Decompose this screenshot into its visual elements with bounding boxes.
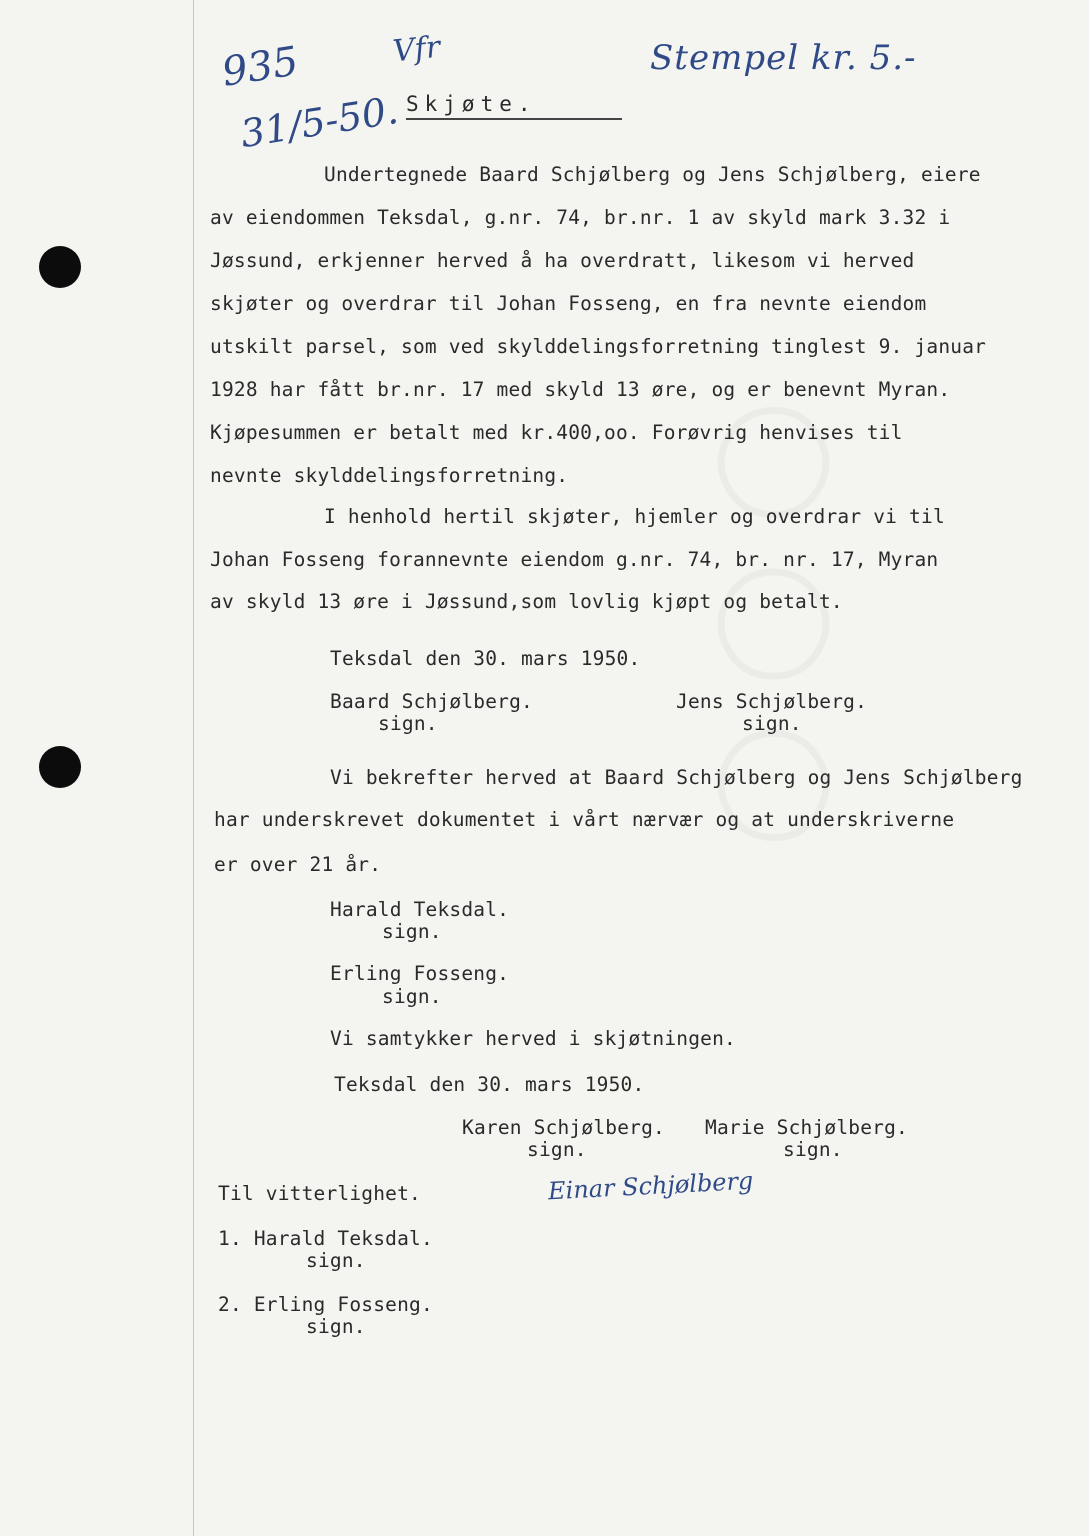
body-line: har underskrevet dokumentet i vårt nærvær og at underskriverne [214,808,955,831]
body-line: Vi samtykker herved i skjøtningen. [330,1027,736,1050]
punch-hole-middle [39,746,81,788]
handwritten-stamp-note: Stempel kr. 5.- [650,38,917,78]
sign-note: sign. [378,712,438,735]
body-line: av eiendommen Teksdal, g.nr. 74, br.nr. 1 av skyld mark 3.32 i [210,206,951,229]
body-line: av skyld 13 øre i Jøssund,som lovlig kjøpt og betalt. [210,590,843,613]
handwritten-initials: Vfr [391,29,442,70]
document-title: Skjøte. [406,92,537,116]
date-line: Teksdal den 30. mars 1950. [330,647,641,670]
witness-heading: Til vitterlighet. [218,1182,421,1205]
body-line: Kjøpesummen er betalt med kr.400,oo. Forøvrig henvises til [210,421,903,444]
handwritten-number: 935 [218,38,302,96]
signer-name: Marie Schjølberg. [705,1116,908,1139]
sign-note: sign. [783,1138,843,1161]
sign-note: sign. [742,712,802,735]
sign-note: sign. [306,1249,366,1272]
body-line: skjøter og overdrar til Johan Fosseng, en fra nevnte eiendom [210,292,927,315]
body-line: Undertegnede Baard Schjølberg og Jens Schjølberg, eiere [324,163,981,186]
sign-note: sign. [382,920,442,943]
body-line: Vi bekrefter herved at Baard Schjølberg og Jens Schjølberg [330,766,1023,789]
witness-name: Erling Fosseng. [330,962,510,985]
sign-note: sign. [527,1138,587,1161]
signer-name: Baard Schjølberg. [330,690,533,713]
sign-note: sign. [382,985,442,1008]
date-line: Teksdal den 30. mars 1950. [334,1073,645,1096]
signer-name: Jens Schjølberg. [676,690,868,713]
punch-hole-top [39,246,81,288]
margin-line [193,0,194,1536]
body-line: utskilt parsel, som ved skylddelingsforretning tinglest 9. januar [210,335,987,358]
handwritten-date: 31/5-50. [237,87,402,157]
body-line: nevnte skylddelingsforretning. [210,464,569,487]
body-line: Jøssund, erkjenner herved å ha overdratt, likesom vi herved [210,249,915,272]
witness-name: Harald Teksdal. [330,898,510,921]
signer-name: Karen Schjølberg. [462,1116,665,1139]
body-line: er over 21 år. [214,853,382,876]
body-line: I henhold hertil skjøter, hjemler og overdrar vi til [324,505,945,528]
handwritten-signature: Einar Schjølberg [547,1166,754,1206]
sign-note: sign. [306,1315,366,1338]
body-line: 1928 har fått br.nr. 17 med skyld 13 øre, og er benevnt Myran. [210,378,951,401]
witness-name: 1. Harald Teksdal. [218,1227,433,1250]
body-line: Johan Fosseng forannevnte eiendom g.nr. 74, br. nr. 17, Myran [210,548,939,571]
title-underline [406,118,622,120]
witness-name: 2. Erling Fosseng. [218,1293,433,1316]
